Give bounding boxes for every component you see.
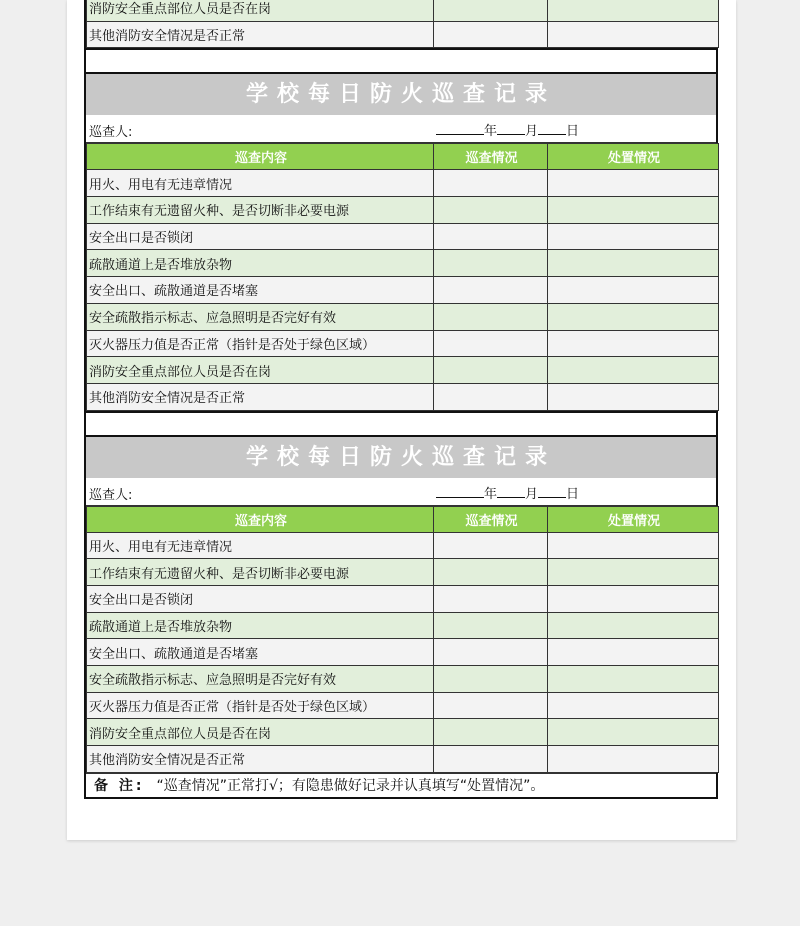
- inspection-table: [86, 506, 719, 773]
- handling-cell[interactable]: [548, 223, 719, 250]
- handling-cell[interactable]: [548, 612, 719, 639]
- status-cell[interactable]: [434, 357, 548, 384]
- item-label: 消防安全重点部位人员是否在岗: [87, 357, 434, 384]
- status-cell[interactable]: [434, 719, 548, 746]
- table-header: [87, 144, 719, 170]
- table-row: [87, 666, 719, 693]
- header-status: 巡查情况: [434, 144, 548, 170]
- date-field[interactable]: [436, 483, 579, 502]
- header-status: 巡查情况: [434, 506, 548, 532]
- handling-cell[interactable]: [548, 692, 719, 719]
- item-label: 安全出口、疏散通道是否堵塞: [87, 277, 434, 304]
- note-text: “巡查情况”正常打√；有隐患做好记录并认真填写“处置情况”。: [156, 777, 545, 794]
- handling-cell[interactable]: [548, 277, 719, 304]
- status-cell[interactable]: [434, 197, 548, 224]
- table-row: [87, 639, 719, 666]
- month-label: 月: [525, 486, 539, 502]
- handling-cell[interactable]: [548, 585, 719, 612]
- status-cell[interactable]: [434, 383, 548, 410]
- status-cell[interactable]: [434, 639, 548, 666]
- item-label: 疏散通道上是否堆放杂物: [87, 612, 434, 639]
- header-content: 巡查内容: [87, 144, 434, 170]
- item-label: 安全疏散指示标志、应急照明是否完好有效: [87, 666, 434, 693]
- note-row: [86, 773, 716, 799]
- item-label: 工作结束有无遗留火种、是否切断非必要电源: [87, 559, 434, 586]
- inspector-label: 巡查人:: [89, 487, 133, 503]
- top-partial-table: [86, 0, 719, 48]
- item-label: 消防安全重点部位人员是否在岗: [87, 0, 434, 21]
- table-row: [87, 612, 719, 639]
- status-cell[interactable]: [434, 21, 548, 48]
- table-row: [87, 383, 719, 410]
- item-label: 安全出口是否锁闭: [87, 223, 434, 250]
- spacer-row: [86, 411, 716, 437]
- item-label: 灭火器压力值是否正常（指针是否处于绿色区域）: [87, 330, 434, 357]
- table-row: [87, 532, 719, 559]
- table-row: [87, 250, 719, 277]
- table-row: [87, 197, 719, 224]
- status-cell[interactable]: [434, 585, 548, 612]
- inspector-row: [86, 115, 716, 143]
- table-row: [87, 692, 719, 719]
- table-row: [87, 0, 719, 21]
- table-row: [87, 719, 719, 746]
- handling-cell[interactable]: [548, 170, 719, 197]
- table-row: [87, 277, 719, 304]
- handling-cell[interactable]: [548, 746, 719, 773]
- handling-cell[interactable]: [548, 303, 719, 330]
- item-label: 工作结束有无遗留火种、是否切断非必要电源: [87, 197, 434, 224]
- inspection-table: [86, 143, 719, 410]
- table-row: [87, 303, 719, 330]
- header-handling: 处置情况: [548, 144, 719, 170]
- table-row: [87, 746, 719, 773]
- spacer-row: [86, 48, 716, 74]
- inspector-row: [86, 478, 716, 506]
- form-title: 学校每日防火巡查记录: [86, 74, 716, 115]
- note-label: 备 注:: [94, 777, 145, 794]
- status-cell[interactable]: [434, 277, 548, 304]
- handling-cell[interactable]: [548, 666, 719, 693]
- header-handling: 处置情况: [548, 506, 719, 532]
- table-row: [87, 21, 719, 48]
- handling-cell[interactable]: [548, 357, 719, 384]
- item-label: 安全出口是否锁闭: [87, 585, 434, 612]
- item-label: 安全疏散指示标志、应急照明是否完好有效: [87, 303, 434, 330]
- year-label: 年: [484, 486, 498, 502]
- table-row: [87, 559, 719, 586]
- item-label: 用火、用电有无违章情况: [87, 170, 434, 197]
- handling-cell[interactable]: [548, 383, 719, 410]
- day-label: 日: [566, 124, 580, 140]
- item-label: 其他消防安全情况是否正常: [87, 21, 434, 48]
- status-cell[interactable]: [434, 532, 548, 559]
- table-row: [87, 357, 719, 384]
- inspector-label: 巡查人:: [89, 125, 133, 141]
- item-label: 用火、用电有无违章情况: [87, 532, 434, 559]
- status-cell[interactable]: [434, 612, 548, 639]
- table-header: [87, 506, 719, 532]
- status-cell[interactable]: [434, 692, 548, 719]
- month-label: 月: [525, 124, 539, 140]
- item-label: 消防安全重点部位人员是否在岗: [87, 719, 434, 746]
- status-cell[interactable]: [434, 746, 548, 773]
- status-cell[interactable]: [434, 0, 548, 21]
- form-title: 学校每日防火巡查记录: [86, 437, 716, 478]
- handling-cell[interactable]: [548, 0, 719, 21]
- item-label: 安全出口、疏散通道是否堵塞: [87, 639, 434, 666]
- status-cell[interactable]: [434, 250, 548, 277]
- handling-cell[interactable]: [548, 639, 719, 666]
- handling-cell[interactable]: [548, 330, 719, 357]
- status-cell[interactable]: [434, 330, 548, 357]
- item-label: 灭火器压力值是否正常（指针是否处于绿色区域）: [87, 692, 434, 719]
- date-field[interactable]: [436, 120, 579, 139]
- status-cell[interactable]: [434, 666, 548, 693]
- header-content: 巡查内容: [87, 506, 434, 532]
- item-label: 其他消防安全情况是否正常: [87, 746, 434, 773]
- handling-cell[interactable]: [548, 559, 719, 586]
- item-label: 疏散通道上是否堆放杂物: [87, 250, 434, 277]
- status-cell[interactable]: [434, 559, 548, 586]
- handling-cell[interactable]: [548, 532, 719, 559]
- day-label: 日: [566, 486, 580, 502]
- table-row: [87, 330, 719, 357]
- inspection-sheet: [84, 0, 718, 799]
- handling-cell[interactable]: [548, 250, 719, 277]
- handling-cell[interactable]: [548, 719, 719, 746]
- table-row: [87, 170, 719, 197]
- handling-cell[interactable]: [548, 21, 719, 48]
- year-label: 年: [484, 124, 498, 140]
- table-row: [87, 223, 719, 250]
- handling-cell[interactable]: [548, 197, 719, 224]
- status-cell[interactable]: [434, 170, 548, 197]
- item-label: 其他消防安全情况是否正常: [87, 383, 434, 410]
- status-cell[interactable]: [434, 223, 548, 250]
- status-cell[interactable]: [434, 303, 548, 330]
- table-row: [87, 585, 719, 612]
